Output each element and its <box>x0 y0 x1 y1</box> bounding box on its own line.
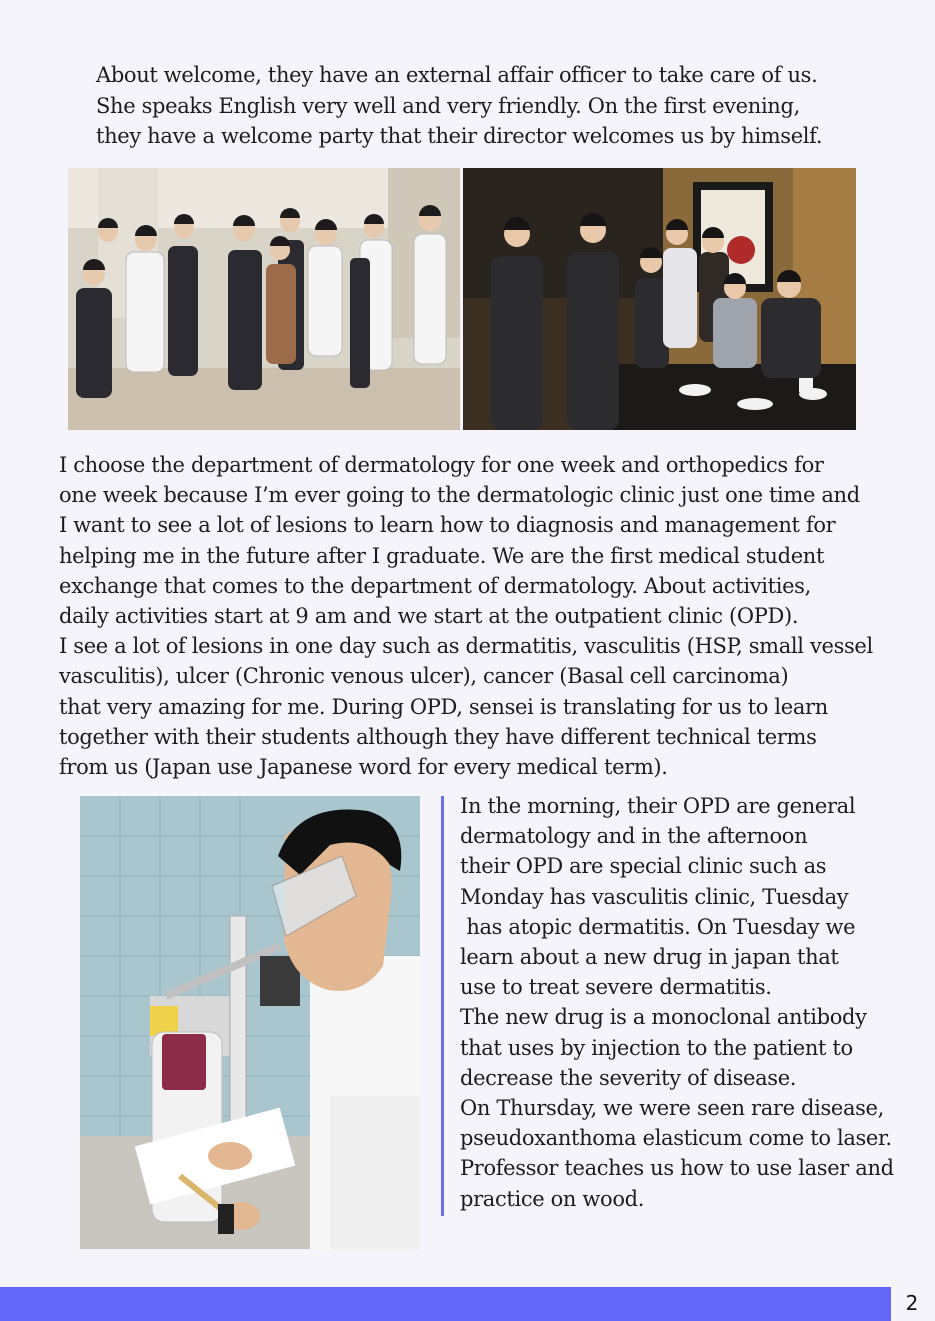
page-number: 2 <box>905 1291 919 1315</box>
side-line: Monday has vasculitis clinic, Tuesday <box>460 884 849 909</box>
laser-practice-photo <box>80 796 420 1249</box>
side-line: that uses by injection to the patient to <box>460 1035 853 1060</box>
side-line: decrease the severity of disease. <box>460 1065 797 1090</box>
side-line: learn about a new drug in japan that <box>460 945 839 970</box>
intro-line: About welcome, they have an external affair officer to take care of us. <box>96 63 818 87</box>
side-line: has atopic dermatitis. On Tuesday we <box>460 914 856 939</box>
side-line: pseudoxanthoma elasticum come to laser. <box>460 1126 892 1151</box>
photo-row <box>68 168 856 430</box>
body-line: from us (Japan use Japanese word for every medical term). <box>59 755 668 780</box>
body-line: vasculitis), ulcer (Chronic venous ulcer), cancer (Basal cell carcinoma) <box>59 664 789 689</box>
side-line: In the morning, their OPD are general <box>460 794 856 818</box>
body-line: I choose the department of dermatology for one week and orthopedics for <box>59 453 824 477</box>
body-line: I see a lot of lesions in one day such as dermatitis, vasculitis (HSP, small vessel <box>59 634 873 659</box>
footer-bar <box>0 1287 891 1321</box>
body-line: daily activities start at 9 am and we start at the outpatient clinic (OPD). <box>59 604 799 629</box>
side-line: The new drug is a monoclonal antibody <box>460 1005 867 1030</box>
body-line: that very amazing for me. During OPD, sensei is translating for us to learn <box>59 694 828 719</box>
side-line: their OPD are special clinic such as <box>460 854 827 879</box>
side-paragraph <box>460 791 920 1214</box>
intro-paragraph <box>96 60 876 152</box>
body-line: helping me in the future after I graduate. We are the first medical student <box>59 543 825 568</box>
side-line: practice on wood. <box>460 1186 645 1211</box>
side-line: dermatology and in the afternoon <box>460 824 808 849</box>
intro-line: She speaks English very well and very friendly. On the first evening, <box>96 93 800 118</box>
body-line: together with their students although they have different technical terms <box>59 724 817 749</box>
body-line: I want to see a lot of lesions to learn how to diagnosis and management for <box>59 513 836 538</box>
body-line: exchange that comes to the department of dermatology. About activities, <box>59 573 811 598</box>
side-line: Professor teaches us how to use laser and <box>460 1156 894 1181</box>
vertical-divider <box>441 796 444 1216</box>
body-line: one week because I’m ever going to the dermatologic clinic just one time and <box>59 483 860 508</box>
side-line: On Thursday, we were seen rare disease, <box>460 1096 884 1121</box>
group-photo-hospital <box>68 168 460 430</box>
group-photo-dinner <box>463 168 856 430</box>
side-line: use to treat severe dermatitis. <box>460 975 772 1000</box>
intro-line: they have a welcome party that their director welcomes us by himself. <box>96 124 823 148</box>
main-paragraph <box>59 450 909 782</box>
